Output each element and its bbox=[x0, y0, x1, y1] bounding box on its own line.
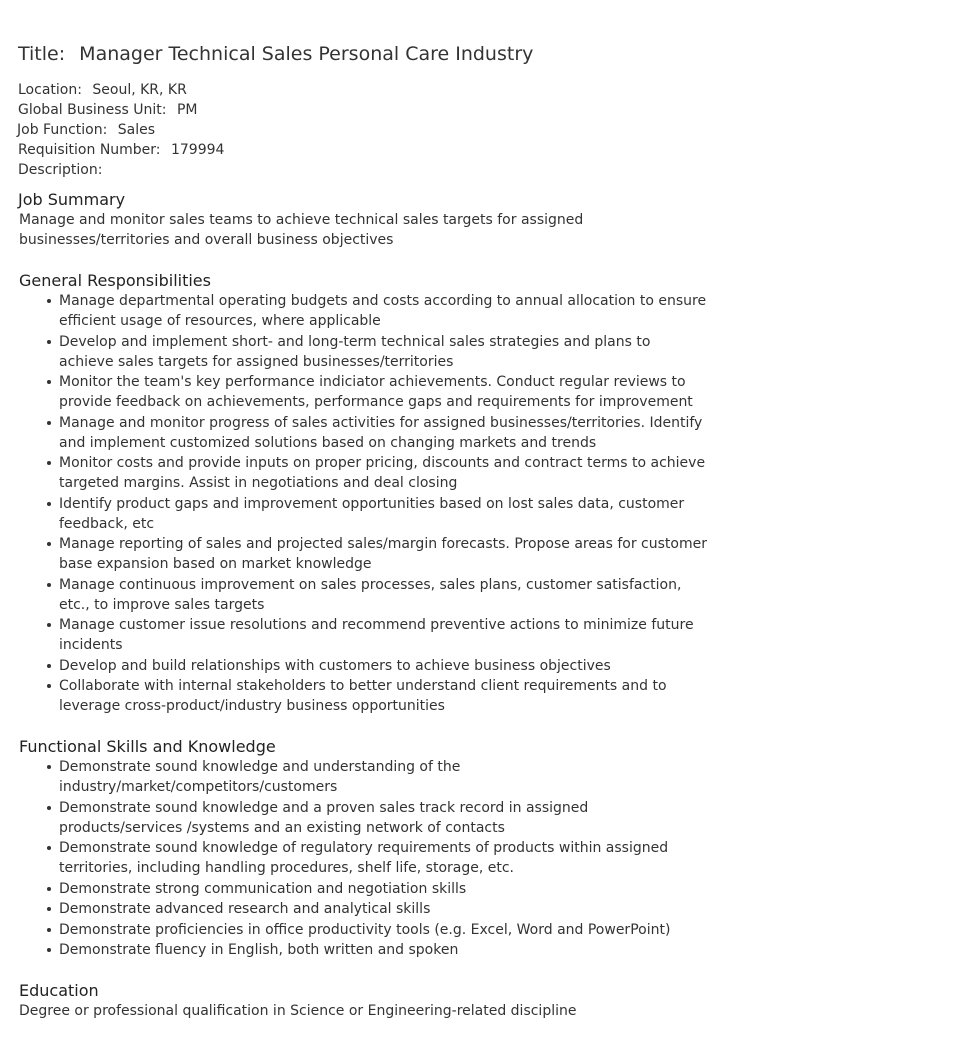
list-item: Demonstrate strong communication and negotiation skills bbox=[59, 879, 709, 899]
gbu-row bbox=[18, 100, 970, 120]
job-meta bbox=[18, 80, 970, 180]
gbu-value: PM bbox=[176, 102, 198, 118]
education-text: Degree or professional qualification in Science or Engineering-related discipline bbox=[19, 1003, 577, 1019]
responsibilities-heading: General Responsibilities bbox=[19, 271, 211, 290]
list-item: Demonstrate sound knowledge and understanding of the industry/market/competitors/customers bbox=[59, 757, 709, 797]
requisition-label: Requisition Number: bbox=[18, 142, 161, 158]
job-function-value: Sales bbox=[117, 122, 156, 138]
list-item: Develop and build relationships with customers to achieve business objectives bbox=[59, 656, 709, 676]
job-function-label: Job Function: bbox=[17, 122, 108, 138]
list-item: Demonstrate advanced research and analytical skills bbox=[59, 899, 709, 919]
job-summary-text: Manage and monitor sales teams to achieve technical sales targets for assigned businesses/territories and overall business objectives bbox=[19, 212, 584, 248]
job-title-row bbox=[18, 40, 970, 68]
education-heading: Education bbox=[19, 981, 99, 1000]
list-item: Manage customer issue resolutions and recommend preventive actions to minimize future incidents bbox=[59, 615, 709, 655]
requisition-row bbox=[18, 140, 970, 160]
title-label: Title: bbox=[18, 43, 66, 65]
job-description bbox=[19, 190, 709, 1021]
description-row bbox=[18, 160, 970, 180]
list-item: Demonstrate fluency in English, both written and spoken bbox=[59, 940, 709, 960]
list-item: Manage reporting of sales and projected sales/margin forecasts. Propose areas for customer base expansion based on market knowledge bbox=[59, 534, 709, 574]
list-item: Identify product gaps and improvement opportunities based on lost sales data, customer feedback, etc bbox=[59, 494, 709, 534]
list-item: Manage departmental operating budgets and costs according to annual allocation to ensure efficient usage of resources, where applicable bbox=[59, 291, 709, 331]
skills-list bbox=[19, 757, 709, 960]
job-title: Manager Technical Sales Personal Care Industry bbox=[79, 43, 534, 65]
list-item: Demonstrate sound knowledge of regulatory requirements of products within assigned territories, including handling procedures, shelf life, storage, etc. bbox=[59, 838, 709, 878]
skills-heading: Functional Skills and Knowledge bbox=[19, 737, 276, 756]
job-function-row bbox=[17, 120, 970, 140]
list-item: Manage and monitor progress of sales activities for assigned businesses/territories. Identify and implement customized solutions based on changing markets and trends bbox=[59, 413, 709, 453]
list-item: Demonstrate proficiencies in office productivity tools (e.g. Excel, Word and PowerPoint) bbox=[59, 920, 709, 940]
list-item: Collaborate with internal stakeholders to better understand client requirements and to leverage cross-product/industry business opportunities bbox=[59, 676, 709, 716]
list-item: Monitor the team's key performance indiciator achievements. Conduct regular reviews to provide feedback on achievements, performance gaps and requirements for improvement bbox=[59, 372, 709, 412]
list-item: Manage continuous improvement on sales processes, sales plans, customer satisfaction, etc., to improve sales targets bbox=[59, 575, 709, 615]
requisition-value: 179994 bbox=[170, 142, 225, 158]
location-label: Location: bbox=[18, 82, 82, 98]
list-item: Demonstrate sound knowledge and a proven sales track record in assigned products/services /systems and an existing network of contacts bbox=[59, 798, 709, 838]
description-label: Description: bbox=[18, 162, 103, 178]
location-row bbox=[18, 80, 970, 100]
list-item: Monitor costs and provide inputs on proper pricing, discounts and contract terms to achieve targeted margins. Assist in negotiations and deal closing bbox=[59, 453, 709, 493]
gbu-label: Global Business Unit: bbox=[18, 102, 167, 118]
job-summary-heading: Job Summary bbox=[18, 190, 126, 209]
location-value: Seoul, KR, KR bbox=[92, 82, 187, 98]
responsibilities-list bbox=[19, 291, 709, 716]
list-item: Develop and implement short- and long-term technical sales strategies and plans to achieve sales targets for assigned businesses/territories bbox=[59, 332, 709, 372]
